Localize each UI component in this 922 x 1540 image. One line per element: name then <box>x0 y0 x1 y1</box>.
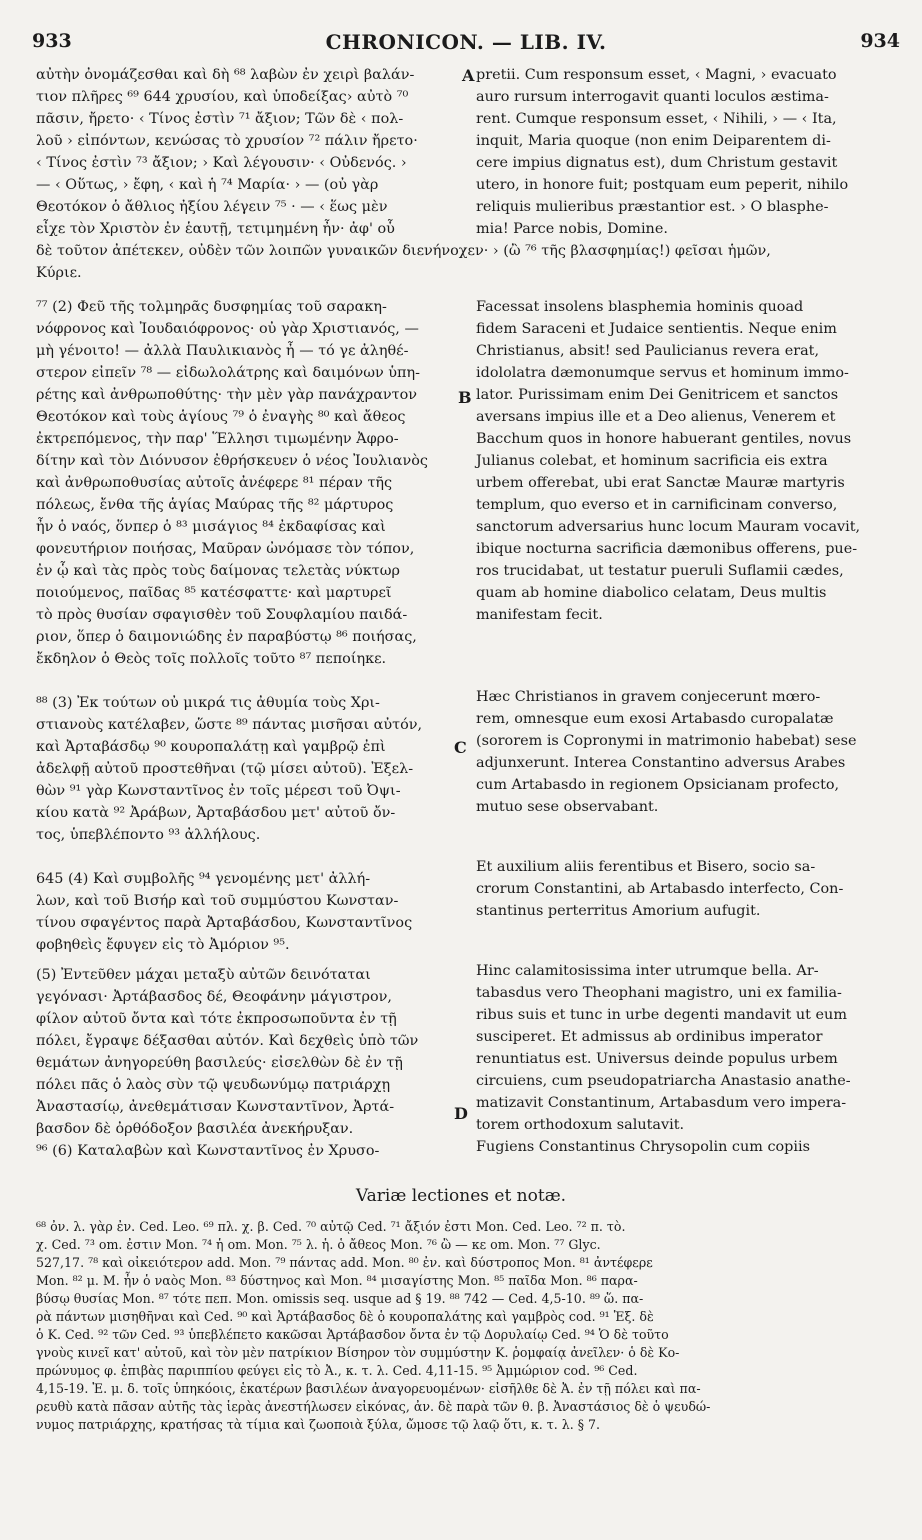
margin-letter-d: D <box>454 1104 468 1123</box>
greek-paragraph-1: αὐτὴν ὀνομάζεσθαι καὶ δὴ ⁶⁸ λαβὼν ἐν χειρὶ βαλάν- τιον πλῆρες ⁶⁹ 644 χρυσίου, καὶ ὑποδείξας› αὐτὸ ⁷⁰ πᾶσιν, ἤρετο· ‹ Τίνος ἐστὶν ⁷¹ ἄξιον; Τῶν δὲ ‹ πολ- λοῦ › εἰπόντων, κενώσας τὸ χρυσίον ⁷² πάλιν ἤρετο· ‹ Τίνος ἐστὶν ⁷³ ἄξιον; › Καὶ λέγουσιν· ‹ Οὐδενός. › — ‹ Οὕτως, › ἔφη, ‹ καὶ ἡ ⁷⁴ Μαρία· › — (οὐ γὰρ Θεοτόκον ὁ ἄθλιος ἠξίου λέγειν ⁷⁵ · — ‹ ἕως μὲν εἶχε τὸν Χριστὸν ἐν ἑαυτῇ, τετιμημένη ἦν· ἀφ' οὗ <box>36 67 418 237</box>
latin-paragraph-6: Fugiens Constantinus Chrysopolin cum copiis <box>476 1139 810 1155</box>
spacer <box>476 922 882 960</box>
latin-paragraph-3: Hæc Christianos in gravem conjecerunt mœro- rem, omnesque eum exosi Artabasdo curopalatæ (sororem is Copronymi in matrimonio habebat) sese adjunxerunt. Interea Constantino adversus Arabes cum Artabasdo in regionem Opsicianam profecto, mutuo sese observabant. <box>476 689 857 815</box>
greek-paragraph-2: ⁷⁷ (2) Φεῦ τῆς τολμηρᾶς δυσφημίας τοῦ σαρακη- νόφρονος καὶ Ἰουδαιόφρονος· οὐ γὰρ Χριστιανός, — μὴ γένοιτο! — ἀλλὰ Παυλικιανὸς ἦ — τό γε ἀληθέ- στερον εἰπεῖν ⁷⁸ — εἰδωλολάτρης καὶ δαιμόνων ὑπη- ρέτης καὶ ἀνθρωποθύτης· τὴν μὲν γὰρ πανάχραντον Θεοτόκον καὶ τοὺς ἁγίους ⁷⁹ ὁ ἐναγὴς ⁸⁰ καὶ ἄθεος ἐκτρεπόμενος, τὴν παρ' Ἕλλησι τιμωμένην Ἀφρο- δίτην καὶ τὸν Διόνυσον ἐθρήσκευεν ὁ νέος Ἰουλιανὸς καὶ ἀνθρωποθυσίας αὐτοῖς ἀνέφερε ⁸¹ πέραν τῆς πόλεως, ἔνθα τῆς ἁγίας Μαύρας τῆς ⁸² μάρτυρος ἦν ὁ ναός, ὅνπερ ὁ ⁸³ μισάγιος ⁸⁴ ἐκδαφίσας καὶ φονευτήριον ποιήσας, Μαῦραν ὠνόμασε τὸν τόπον, ἐν ᾧ καὶ τὰς πρὸς τοὺς δαίμονας τελετὰς νύκτωρ ποιούμενος, παῖδας ⁸⁵ κατέσφαττε· καὶ μαρτυρεῖ τὸ πρὸς θυσίαν σφαγισθὲν τοῦ Σουφλαμίου παιδά- ριον, ὅπερ ὁ δαιμονιώδης ἐν παραβύστῳ ⁸⁶ ποιήσας, ἔκδηλον ὁ Θεὸς τοῖς πολλοῖς τοῦτο ⁸⁷ πεποίηκε. <box>36 299 428 667</box>
latin-column-lower <box>476 296 882 1158</box>
margin-letter-c: C <box>454 738 467 757</box>
left-page-number: 933 <box>32 30 72 52</box>
spacer <box>476 818 882 856</box>
footnotes: ⁶⁸ ὀν. λ. γὰρ ἐν. Ced. Leo. ⁶⁹ πλ. χ. β. Ced. ⁷⁰ αὐτῷ Ced. ⁷¹ ἄξιόν ἐστι Mon. Ced. Leo. ⁷² π. τὸ. χ. Ced. ⁷³ om. ἐστιν Mon. ⁷⁴ ἡ om. Mon. ⁷⁵ λ. ἡ. ὁ ἄθεος Mon. ⁷⁶ ὢ — κε om. Mon. ⁷⁷ Glyc. 527,17. ⁷⁸ καὶ οἰκειότερον add. Mon. ⁷⁹ πάντας add. Mon. ⁸⁰ ἐν. καὶ δύστροπος Mon. ⁸¹ ἀντέφερε Mon. ⁸² μ. Μ. ἦν ὁ ναὸς Mon. ⁸³ δύστηνος καὶ Mon. ⁸⁴ μισαγίστης Mon. ⁸⁵ παῖδα Mon. ⁸⁶ παρα- βύσῳ θυσίας Mon. ⁸⁷ τότε πεπ. Mon. omissis seq. usque ad § 19. ⁸⁸ 742 — Ced. 4,5-10. ⁸⁹ ὥ. πα- ρὰ πάντων μισηθῆναι καὶ Ced. ⁹⁰ καὶ Ἀρτάβασδος δὲ ὁ κουροπαλάτης καὶ γαμβρὸς cod. ⁹¹ Ἐξ. δὲ ὁ Κ. Ced. ⁹² τῶν Ced. ⁹³ ὑπεβλέπετο κακῶσαι Ἀρτάβασδον ὄντα ἐν τῷ Δορυλαίῳ Ced. ⁹⁴ Ὁ δὲ τοῦτο γνοὺς κινεῖ κατ' αὐτοῦ, καὶ τὸν μὲν πατρίκιον Βίσηρον τὸν συμμύστην Κ. ῥομφαίᾳ ἀνεῖλεν· ὁ δὲ Κο- πρώνυμος φ. ἐπιβὰς παριππίου φεύγει εἰς τὸ Ἀ., κ. τ. λ. Ced. 4,11-15. ⁹⁵ Ἀμμώριον cod. ⁹⁶ Ced. 4,15-19. Ἐ. μ. δ. τοῖς ὑπηκόοις, ἑκατέρων βασιλέων ἀναγορευομένων· εἰσῆλθε δὲ Ἀ. ἐν τῇ πόλει καὶ πα- ρευθὺ κατὰ πᾶσαν αὐτῆς τὰς ἱερὰς ἀνεστήλωσεν εἰκόνας, ἀν. δὲ παρὰ τῶν θ. β. Ἀναστάσιος δὲ ὁ ψευδώ- νυμος πατριάρχης, κρατήσας τὰ τίμια καὶ ζωοποιὰ ξύλα, ὤμοσε τῷ λαῷ ὅτι, κ. τ. λ. § 7. <box>36 1219 711 1432</box>
spacer <box>476 664 882 686</box>
greek-paragraph-5: (5) Ἐντεῦθεν μάχαι μεταξὺ αὐτῶν δεινόταται γεγόνασι· Ἀρτάβασδος δέ, Θεοφάνην μάγιστρον, φίλον αὐτοῦ ὄντα καὶ τότε ἐκπροσωποῦντα ἐν τῇ πόλει, ἔγραψε δέξασθαι αὐτόν. Καὶ δεχθεὶς ὑπὸ τῶν θεμάτων ἀνηγορεύθη βασιλεύς· εἰσελθὼν δὲ ἐν τῇ πόλει πᾶς ὁ λαὸς σὺν τῷ ψευδωνύμῳ πατριάρχῃ Ἀναστασίῳ, ἀνεθεμάτισαν Κωνσταντῖνον, Ἀρτά- βασδον δὲ ὀρθόδοξον βασιλέα ἀνεκήρυξαν. <box>36 967 419 1137</box>
margin-letter-b: B <box>458 388 472 407</box>
latin-column <box>476 64 882 240</box>
right-page-number: 934 <box>860 30 900 52</box>
greek-wide-text: δὲ τοῦτον ἀπέτεκεν, οὐδὲν τῶν λοιπῶν γυναικῶν διενήνοχεν· › (ὢ ⁷⁶ τῆς βλασφημίας!) φεῖσαι ἡμῶν, Κύριε. <box>36 243 771 281</box>
page-header <box>32 30 900 58</box>
greek-wide-lines <box>36 240 882 284</box>
greek-paragraph-3: ⁸⁸ (3) Ἐκ τούτων οὐ μικρά τις ἀθυμία τοὺς Χρι- στιανοὺς κατέλαβεν, ὥστε ⁸⁹ πάντας μισῆσαι αὐτόν, καὶ Ἀρταβάσδῳ ⁹⁰ κουροπαλάτῃ καὶ γαμβρῷ ἐπὶ ἀδελφῇ αὐτοῦ προστεθῆναι (τῷ μίσει αὐτοῦ). Ἐξελ- θὼν ⁹¹ γὰρ Κωνσταντῖνος ἐν τοῖς μέρεσι τοῦ Ὀψι- κίου κατὰ ⁹² Ἀράβων, Ἀρταβάσδου μετ' αὐτοῦ ὄν- τος, ὑπεβλέποντο ⁹³ ἀλλήλους. <box>36 695 423 843</box>
spacer <box>36 670 464 692</box>
greek-column-lower <box>36 296 464 1162</box>
greek-paragraph-4: 645 (4) Καὶ συμβολῆς ⁹⁴ γενομένης μετ' ἀλλή- λων, καὶ τοῦ Βισήρ καὶ τοῦ συμμύστου Κωνσταν- τίνου σφαγέντος παρὰ Ἀρταβάσδου, Κωνσταντῖνος φοβηθεὶς ἔφυγεν εἰς τὸ Ἀμόριον ⁹⁵. <box>36 871 413 953</box>
greek-column <box>36 64 464 240</box>
latin-paragraph-1: pretii. Cum responsum esset, ‹ Magni, › evacuato auro rursum interrogavit quanti loculos æstima- rent. Cumque responsum esset, ‹ Nihili, › — ‹ Ita, inquit, Maria quoque (non enim Deiparentem di- cere impius dignatus est), dum Christum gestavit utero, in honore fuit; postquam eum peperit, nihilo reliquis mulieribus præstantior est. › O blasphe- mia! Parce nobis, Domine. <box>476 67 849 237</box>
spacer <box>36 846 464 868</box>
latin-paragraph-5: Hinc calamitosissima inter utrumque bella. Ar- tabasdus vero Theophani magistro, uni ex familia- ribus suis et tunc in urbe degenti mandavit ut eum susciperet. Et admissus ab ordinibus imperator renuntiatus est. Universus deinde populus urbem circuiens, cum pseudopatriarcha Anastasio anathe- matizavit Constantinum, Artabasdum vero impera- torem orthodoxum salutavit. <box>476 963 851 1133</box>
running-title: CHRONICON. — LIB. IV. <box>325 30 607 54</box>
notes-heading: Variæ lectiones et notæ. <box>355 1186 567 1206</box>
latin-paragraph-2: Facessat insolens blasphemia hominis quoad fidem Saraceni et Judaice sentientis. Neque enim Christianus, absit! sed Paulicianus revera erat, idololatra dæmonumque servus et hominum immo- lator. Purissimam enim Dei Genitricem et sanctos aversans impius ille et a Deo alienus, Venerem et Bacchum quos in honore habuerant gentiles, novus Julianus colebat, et hominum sacrificia eis extra urbem offerebat, ubi erat Sanctæ Mauræ martyris templum, quo everso et in carnificinam converso, sanctorum adversarius hunc locum Mauram vocavit, ibique nocturna sacrificia dæmonibus offerens, pue- ros trucidabat, ut testatur pueruli Suflamii cædes, quam ab homine diabolico celatam, Deus multis manifestam fecit. <box>476 299 861 623</box>
spacer <box>476 626 882 664</box>
greek-paragraph-6: ⁹⁶ (6) Καταλαβὼν καὶ Κωνσταντῖνος ἐν Χρυσο- <box>36 1143 380 1159</box>
margin-letter-a: A <box>462 66 475 85</box>
latin-paragraph-4: Et auxilium aliis ferentibus et Bisero, socio sa- crorum Constantini, ab Artabasdo interfecto, Con- stantinus perterritus Amorium aufugit. <box>476 859 844 919</box>
